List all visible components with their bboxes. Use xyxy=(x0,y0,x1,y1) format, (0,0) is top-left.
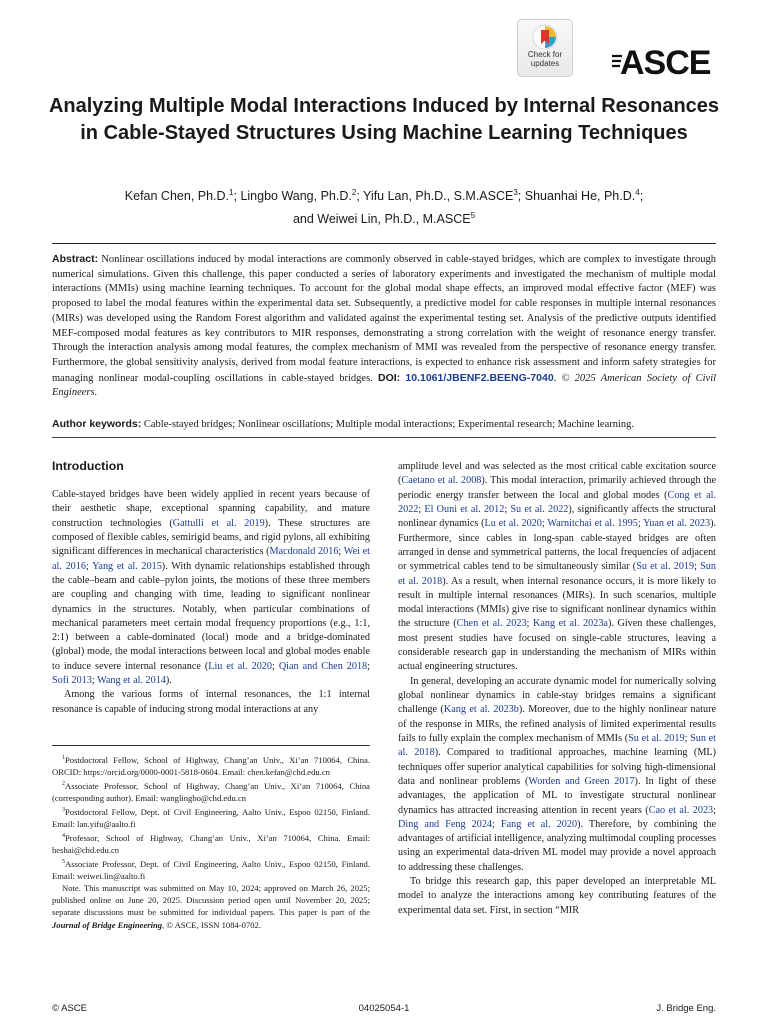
affiliation-footnote: $^3$Postdoctoral Fellow, Dept. of Civil Engineering, Aalto Univ., Espoo 02150, Finland. Email: lan.yifu@aalto.fi xyxy=(52,806,370,830)
doi-link[interactable]: 10.1061/JBENF2.BEENG-7040 xyxy=(405,371,554,384)
citation-link[interactable]: Su et al. 2019 xyxy=(628,732,685,744)
citation-link[interactable]: Chen et al. 2023 xyxy=(456,618,527,630)
citation-link[interactable]: Macdonald 2016 xyxy=(269,546,339,558)
affiliation-footnote: $^1$Postdoctoral Fellow, School of Highway, Chang’an Univ., Xi’an 710064, China. ORCID: https://orcid.org/0000-0001-5818-0604. Email: chen.kefan@chd.edu.cn xyxy=(52,754,370,777)
keywords-label: Author keywords: xyxy=(52,418,142,430)
intro-right-column xyxy=(398,460,716,918)
body-paragraph: In general, developing an accurate dynamic model for numerically solving global nonlinear dynamics in cable-stay bridges remains a significant challenge (Kang et al. 2023b). Moreover, due to the highly nonlinear nature of the response in MIRs, the refined analysis of limited experimental results fails to fully explain the complex mechanism of MMIs (Su et al. 2019; Sun et al. 2018). Compared to traditional approaches, machine learning (ML) techniques offer superior analytical capabilities for solving high-dimensional data and nonlinear problems (Worden and Green 2017). In light of these advantages, the application of ML to investigate structural nonlinear dynamics has attracted increasing attention in recent years (Cao et al. 2023; Ding and Feng 2024; Fang et al. 2020). Therefore, by combining the advantages of artificial intelligence, analyzing multimodal coupling processes using an experimental data-driven ML model may provide a novel approach to addressing these challenges. xyxy=(398,675,716,873)
citation-link[interactable]: Liu et al. 2020 xyxy=(208,660,272,672)
footnotes xyxy=(52,752,370,931)
citation-link[interactable]: Sun et al. 2018 xyxy=(398,732,716,759)
citation-link[interactable]: Kang et al. 2023b xyxy=(443,704,519,716)
citation-link[interactable]: Wei et al. 2016 xyxy=(52,546,370,572)
affiliation-footnote: $^5$Associate Professor, Dept. of Civil Engineering, Aalto Univ., Espoo 02150, Finland. Email: weiwei.lin@aalto.fi xyxy=(52,859,370,882)
citation-link[interactable]: Yuan et al. 2023 xyxy=(643,518,711,530)
citation-link[interactable]: Su et al. 2022 xyxy=(510,503,569,515)
introduction-heading: Introduction xyxy=(52,459,124,473)
article-title: Analyzing Multiple Modal Interactions Induced by Internal Resonances in Cable-Stayed Structures Using Machine Learning Techniques xyxy=(48,95,720,144)
footer-publisher: © ASCE xyxy=(52,1003,87,1014)
citation-link[interactable]: Yang et al. 2015 xyxy=(92,560,162,572)
author-list: Kefan Chen, Ph.D.$^1$; Lingbo Wang, Ph.D.$^2$; Yifu Lan, Ph.D., S.M.ASCE$^3$; Shuanhai He, Ph.D.$^4$; and Weiwei Lin, Ph.D., M.ASCE$^5$ xyxy=(124,188,644,227)
abstract-label: Abstract: xyxy=(52,253,99,265)
keywords-bottom-rule xyxy=(52,437,716,438)
footnote-rule xyxy=(52,745,370,746)
citation-link[interactable]: Kang et al. 2023a xyxy=(532,618,608,630)
abstract: Abstract: Nonlinear oscillations induced by modal interactions are commonly observed in cable-stayed bridges, which are complex to investigate through numerical simulations. Given this challenge, this paper conducted a series of laboratory experiments and investigated the mechanism of multiple modal interactions (MMIs) using machine learning techniques. To account for the global modal shape effects, an improved modal effective factor (MEF) was proposed to label the modal features within the experimental data set. Subsequently, a predictive model for cable responses in multiple internal resonances (MIRs) was developed using the Random Forest algorithm and validated against the experimental testing set. Analysis of the predictive outputs identified MEF-composed modal features as key contributors to MIR responses, demonstrating a strong correlation with the weight of resonance energy transfer. Through the interaction analysis among modal features, the complex mechanism of MMI was revealed from the perspective of resonance energy transfer. Furthermore, the global sensitivity analysis, derived from modal feature interactions, is expected to enhance risk assessment and inform safety strategies for managing nonlinear modal-coupling oscillations in cable-stayed bridges. DOI: 10.1061/JBENF2.BEENG-7040. © 2025 American Society of Civil Engineers. xyxy=(52,253,717,399)
author-4: Shuanhai He, Ph.D. xyxy=(524,189,636,204)
citation-link[interactable]: Ding and Feng 2024 xyxy=(398,818,493,830)
citation-link[interactable]: Worden and Green 2017 xyxy=(528,775,635,787)
manuscript-note: Note. This manuscript was submitted on May 10, 2024; approved on March 26, 2025; published online on June 20, 2025. Discussion period open until November 20, 2025; separate discussions must be submitted for individual papers. This paper is part of the Journal of Bridge Engineering, © ASCE, ISSN 1084-0702. xyxy=(52,883,370,930)
footer-article-number: 04025054-1 xyxy=(358,1003,410,1014)
intro-left-column xyxy=(52,488,370,717)
citation-link[interactable]: Fang et al. 2020 xyxy=(500,818,578,830)
citation-link[interactable]: Cao et al. 2023 xyxy=(648,804,714,816)
check-for-updates-badge[interactable] xyxy=(517,19,573,77)
badge-line-2: updates xyxy=(530,59,560,68)
badge-line-1: Check for xyxy=(527,50,563,59)
author-keywords xyxy=(52,417,716,432)
author-5-sup: 5 xyxy=(470,211,476,221)
citation-link[interactable]: Qian and Chen 2018 xyxy=(278,660,368,672)
crossmark-icon xyxy=(532,24,558,50)
citation-link[interactable]: Sun et al. 2018 xyxy=(398,561,716,587)
keywords-text: Cable-stayed bridges; Nonlinear oscillations; Multiple modal interactions; Experimental research; Machine learning. xyxy=(143,419,635,430)
citation-link[interactable]: Gattulli et al. 2019 xyxy=(172,517,265,529)
author-4-sup: 4 xyxy=(635,188,640,197)
affiliation-footnote: $^4$Professor, School of Highway, Chang’an Univ., Xi’an 710064, China. Email: heshai@chd.edu.cn xyxy=(52,833,370,856)
body-paragraph: amplitude level and was selected as the most critical cable excitation source (Caetano et al. 2008). This modal interaction, primarily achieved through the periodic energy transfer between the local and global modes (Cong et al. 2022; El Ouni et al. 2012; Su et al. 2022), significantly affects the structural nonlinear dynamics (Lu et al. 2020; Warnitchai et al. 1995; Yuan et al. 2023). Furthermore, since cables in long-span cable-stayed bridges are often arranged in dense and symmetrical patterns, the local frequencies of adjacent or symmetrical cables tend to be simultaneously similar (Su et al. 2019; Sun et al. 2018). As a result, when internal resonance occurs, it is more likely to result in multiple internal resonances (MIRs). In such scenarios, multiple modal interactions (MMIs) give rise to significant nonlinear dynamics within the structure (Chen et al. 2023; Kang et al. 2023a). Given these challenges, most present studies have focused on single-cable structures, leaving a considerable research gap in understanding the mechanism of MIRs within actual engineering structures. xyxy=(398,461,717,673)
abstract-top-rule xyxy=(52,243,716,244)
doi-label: DOI: xyxy=(378,371,401,384)
citation-link[interactable]: Caetano et al. 2008 xyxy=(401,475,482,487)
author-2: Lingbo Wang, Ph.D. xyxy=(240,189,352,204)
journal-name: Journal of Bridge Engineering xyxy=(52,919,163,930)
abstract-text: Nonlinear oscillations induced by modal interactions are commonly observed in cable-stayed bridges, which are complex to investigate through numerical simulations. Given this challenge, this paper conducted a series of laboratory experiments and investigated the mechanism of multiple modal interactions (MMIs) using machine learning techniques. To account for the global modal shape effects, an improved modal effective factor (MEF) was proposed to label the modal features within the experimental data set. Subsequently, a predictive model for cable responses in multiple internal resonances (MIRs) was developed using the Random Forest algorithm and validated against the experimental testing set. Analysis of the predictive outputs identified MEF-composed modal features as key contributors to MIR responses, demonstrating a strong correlation with the weight of resonance energy transfer. Through the interaction analysis among modal features, the complex mechanism of MMI was revealed from the perspective of resonance energy transfer. Furthermore, the global sensitivity analysis, derived from modal feature interactions, is expected to enhance risk assessment and inform safety strategies for managing nonlinear modal-coupling oscillations in cable-stayed bridges. xyxy=(52,254,716,384)
copyright-notice: © 2025 American Society of Civil Engineers. xyxy=(52,372,717,399)
citation-link[interactable]: Warnitchai et al. 1995 xyxy=(547,518,638,530)
author-5: and Weiwei Lin, Ph.D., M.ASCE xyxy=(292,212,471,227)
author-1-sup: 1 xyxy=(229,188,234,197)
body-paragraph: Cable-stayed bridges have been widely applied in recent years because of their aesthetic shape, exceptional spanning capability, and mature construction technologies (Gattulli et al. 2019). These structures are composed of flexible cables, semirigid beams, and rigid pylons, all exhibiting significant differences in mechanical characteristics (Macdonald 2016; Wei et al. 2016; Yang et al. 2015). With dynamic relationships established through the cable–beam and cable–pylon joints, the motions of these three members are coupling and changing with time, leading to significant nonlinear dynamics in the structures. Notably, when particular combinations of mechanical parameters meet certain modal frequency proportions (e.g., 1:1, 2:1) between a cable-dominated (local) mode and a bridge-dominated (global) mode, the modal interactions between local and global modes enable to induce severe internal resonance (Liu et al. 2020; Qian and Chen 2018; Sofi 2013; Wang et al. 2014). xyxy=(52,489,370,687)
author-3-sup: 3 xyxy=(513,188,518,197)
citation-link[interactable]: El Ouni et al. 2012 xyxy=(424,503,505,515)
footer-journal: J. Bridge Eng. xyxy=(656,1003,716,1014)
author-2-sup: 2 xyxy=(351,188,357,197)
asce-logo-text: ASCE xyxy=(620,44,711,76)
body-paragraph: Among the various forms of internal resonances, the 1:1 internal resonance is capable of inducing strong modal interactions at any xyxy=(52,689,370,715)
citation-link[interactable]: Cong et al. 2022 xyxy=(398,489,717,515)
citation-link[interactable]: Su et al. 2019 xyxy=(636,561,695,573)
author-3: Yifu Lan, Ph.D., S.M.ASCE xyxy=(363,189,514,204)
citation-link[interactable]: Sofi 2013 xyxy=(52,675,92,687)
citation-link[interactable]: Lu et al. 2020 xyxy=(484,518,542,530)
affiliation-footnote: $^2$Associate Professor, School of Highway, Chang’an Univ., Xi’an 710064, China (corresponding author). Email: wanglingbo@chd.edu.cn xyxy=(52,780,370,803)
citation-link[interactable]: Wang et al. 2014 xyxy=(97,675,166,687)
author-1: Kefan Chen, Ph.D. xyxy=(124,189,230,204)
body-paragraph: To bridge this research gap, this paper developed an interpretable ML model to analyze the interactions among key contributing features of the experimental data set. First, in section “MIR xyxy=(398,876,716,916)
asce-logo xyxy=(612,44,718,76)
